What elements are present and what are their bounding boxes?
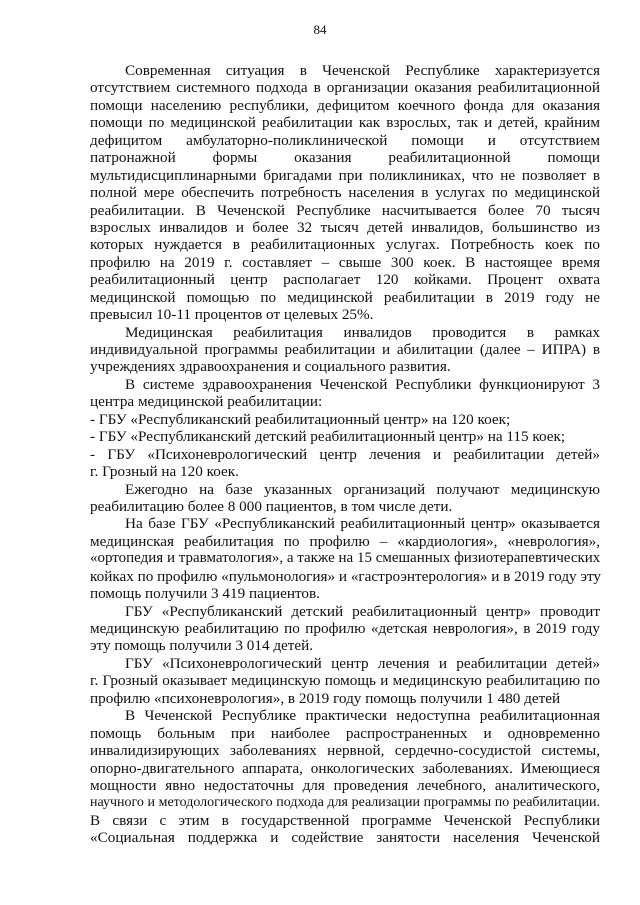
- text-line: превысил 10-11 процентов от целевых 25%.: [90, 306, 374, 324]
- text-line: помощь получили 3 419 пациентов.: [90, 585, 320, 603]
- text-line: полной мере обеспечить потребность населения в услугах по медицинской: [90, 184, 600, 202]
- text-line: - ГБУ «Республиканский реабилитационный центр» на 120 коек;: [90, 410, 511, 428]
- text-line: На базе ГБУ «Республиканский реабилитационный центр» оказывается: [125, 515, 600, 533]
- body-text: [90, 62, 600, 847]
- text-line: мультидисциплинарными бригадами при поликлиниках, что не позволяет в: [90, 166, 600, 184]
- text-line: отсутствием системного подхода в организации оказания реабилитационной: [90, 79, 600, 97]
- text-line: В системе здравоохранения Чеченской Республики функционируют 3: [125, 375, 600, 393]
- text-line: медицинскую реабилитацию по профилю «детская неврология», в 2019 году: [90, 620, 600, 637]
- text-line: эту помощь получили 3 014 детей.: [90, 637, 314, 655]
- text-line: профилю «психоневрология», в 2019 году помощь получили 1 480 детей: [90, 689, 561, 707]
- text-line: индивидуальной программы реабилитации и абилитации (далее – ИПРА) в: [90, 341, 600, 358]
- text-line: койках по профилю «пульмонология» и «гастроэнтерология» и в 2019 году эту: [90, 567, 601, 585]
- text-line: - ГБУ «Психоневрологический центр лечения и реабилитации детей»: [90, 445, 600, 463]
- text-line: Медицинская реабилитация инвалидов проводится в рамках: [125, 323, 600, 341]
- text-line: Ежегодно на базе указанных организаций получают медицинскую: [125, 480, 600, 498]
- text-line: реабилитационный центр располагает 120 койками. Процент охвата: [90, 271, 600, 289]
- text-line: помощи населению республики, дефицитом коечного фонда для оказания: [90, 96, 600, 114]
- text-line: дефицитом амбулаторно-поликлинической помощи и отсутствием: [90, 131, 600, 149]
- text-line: медицинской помощью по медицинской реабилитации в 2019 году не: [90, 288, 600, 306]
- text-line: патронажной формы оказания реабилитационной помощи: [90, 149, 600, 167]
- text-line: ГБУ «Психоневрологический центр лечения и реабилитации детей»: [125, 654, 600, 672]
- text-line: ГБУ «Республиканский детский реабилитационный центр» проводит: [125, 602, 600, 620]
- text-line: В Чеченской Республике практически недоступна реабилитационная: [125, 707, 600, 725]
- text-line: мощности явно недостаточны для проведения лечебного, аналитического,: [90, 776, 600, 794]
- text-line: В связи с этим в государственной программе Чеченской Республики: [90, 811, 600, 829]
- page-number: 84: [313, 22, 327, 37]
- text-line: учреждениях здравоохранения и социального развития.: [90, 358, 451, 376]
- text-line: г. Грозный на 120 коек.: [90, 463, 239, 481]
- text-line: которых нуждается в реабилитационных услугах. Потребность коек по: [90, 236, 600, 254]
- text-line: взрослых инвалидов и более 32 тысяч детей инвалидов, большинство из: [90, 218, 600, 236]
- text-line: опорно-двигательного аппарата, онкологических заболеваниях. Имеющиеся: [90, 759, 600, 777]
- text-line: профилю на 2019 г. составляет – свыше 300 коек. В настоящее время: [90, 253, 600, 271]
- text-line: центра медицинской реабилитации:: [90, 393, 323, 411]
- text-line: медицинская реабилитация по профилю – «кардиология», «неврология»,: [90, 532, 600, 550]
- text-line: «ортопедия и травматология», а также на 15 смешанных физиотерапевтических: [90, 550, 601, 567]
- text-line: реабилитации. В Чеченской Республике насчитывается более 70 тысяч: [90, 201, 600, 219]
- text-line: помощи по медицинской реабилитации как взрослых, так и детей, крайним: [90, 114, 600, 132]
- text-line: помощь больным при наиболее распространенных и одновременно: [90, 724, 600, 742]
- text-line: г. Грозный оказывает медицинскую помощь и медицинскую реабилитацию по: [90, 672, 600, 690]
- text-line: инвалидизирующих заболеваниях нервной, сердечно-сосудистой системы,: [90, 742, 600, 760]
- text-line: Современная ситуация в Чеченской Республике характеризуется: [125, 62, 600, 79]
- text-line: «Социальная поддержка и содействие занятости населения Чеченской: [90, 829, 600, 847]
- text-line: реабилитацию более 8 000 пациентов, в том числе дети.: [90, 497, 453, 515]
- text-line: - ГБУ «Республиканский детский реабилитационный центр» на 115 коек;: [90, 428, 566, 446]
- text-line: научного и методологического подхода для реализации программы по реабилитации.: [90, 795, 600, 811]
